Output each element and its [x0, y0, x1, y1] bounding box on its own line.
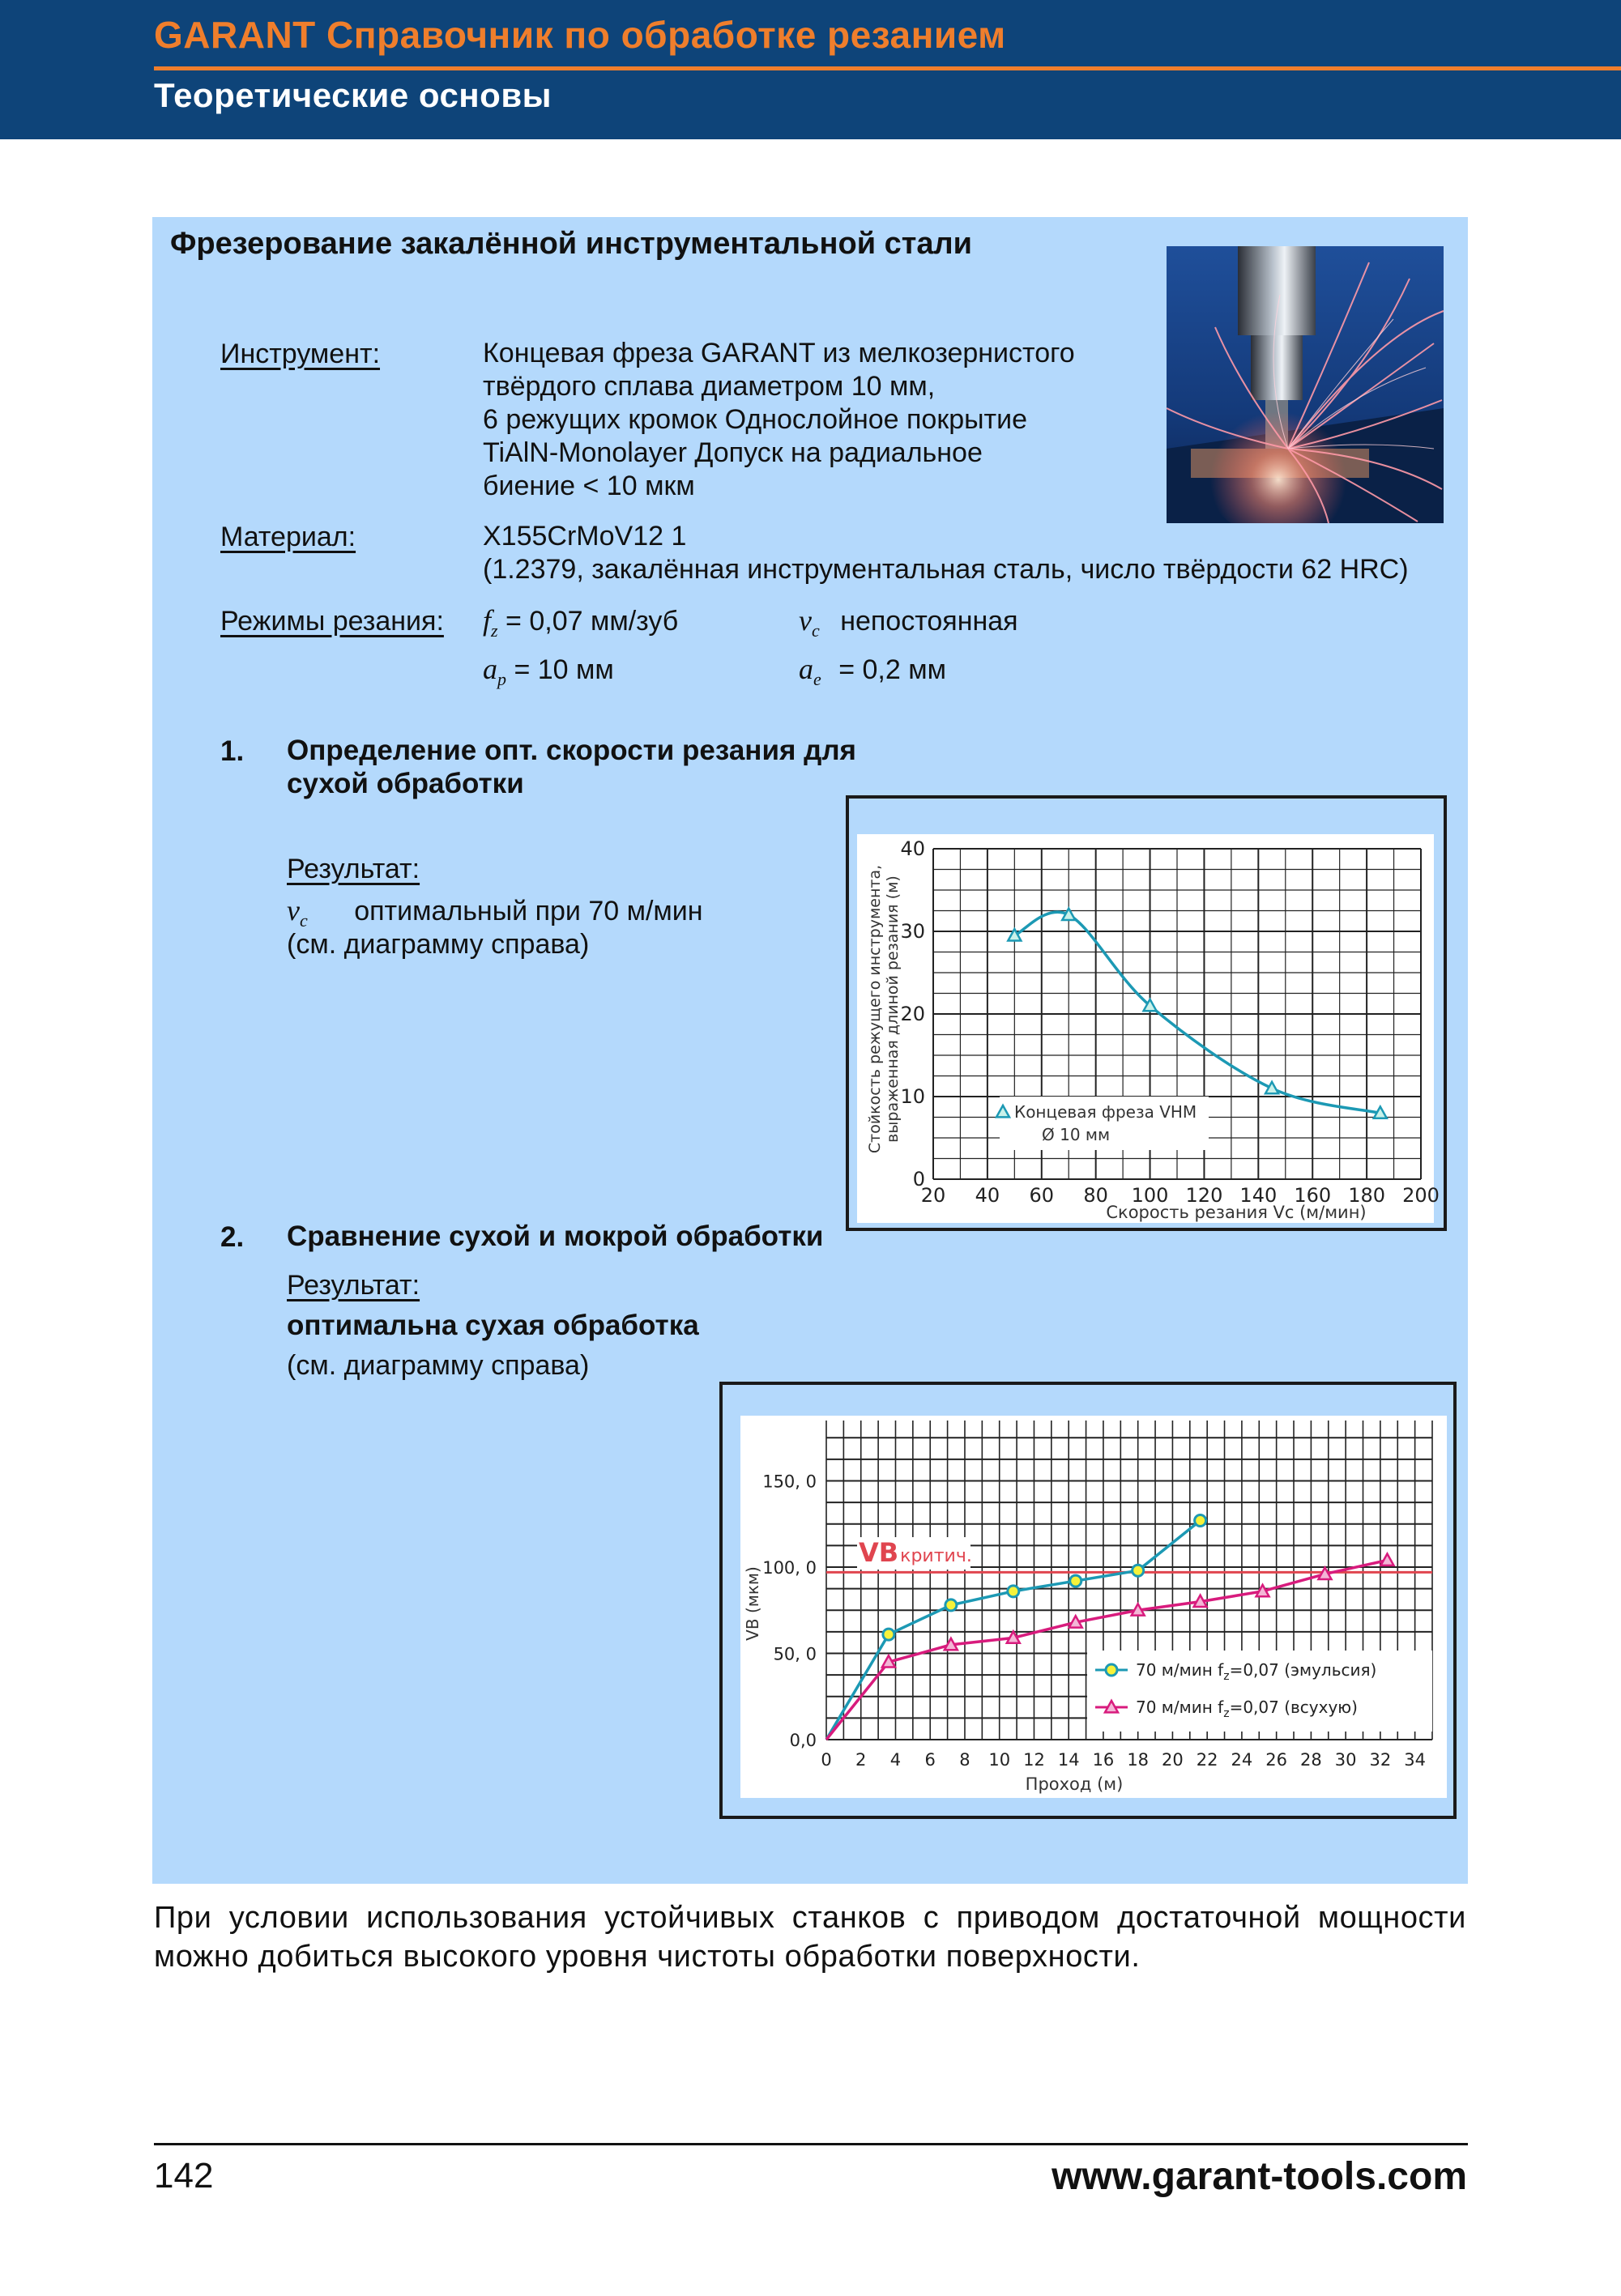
material-description	[483, 520, 1409, 586]
chart2-x-tick-label: 4	[889, 1750, 902, 1770]
vc-symbol: $v_c$	[799, 604, 820, 641]
section1-title	[287, 734, 856, 800]
legend-marker-emulsion	[1106, 1664, 1117, 1676]
tool-line: Концевая фреза GARANT из мелкозернистого	[483, 338, 1075, 368]
chart2-x-tick-label: 12	[1023, 1750, 1045, 1770]
chart2-x-tick-label: 14	[1057, 1750, 1080, 1770]
chart1-x-tick-label: 20	[920, 1184, 946, 1207]
ap-value: = 10 мм	[514, 654, 614, 685]
chart2-data-point	[1133, 1565, 1144, 1576]
chart2-y-tick-label: 50, 0	[773, 1644, 817, 1664]
mode-vc	[799, 604, 1018, 647]
chart2-x-tick-label: 26	[1265, 1750, 1288, 1770]
chart2-x-tick-label: 0	[821, 1750, 832, 1770]
section1-title-line: сухой обработки	[287, 768, 524, 799]
chart-wear-svg	[723, 1385, 1453, 1816]
section1-note: (см. диаграмму справа)	[287, 929, 590, 960]
section1-result-text: оптимальный при 70 м/мин	[354, 896, 703, 926]
chart1-x-tick-label: 100	[1131, 1184, 1169, 1207]
chart1-background	[857, 834, 1434, 1223]
material-line: X155CrMoV12 1	[483, 521, 687, 552]
ae-symbol: $a_e$	[799, 653, 821, 690]
section1-result-label: Результат:	[287, 854, 420, 884]
chart1-y-tick-label: 0	[912, 1168, 925, 1191]
chart2-x-tick-label: 30	[1334, 1750, 1357, 1770]
chart1-y-tick-label: 40	[900, 837, 925, 860]
content-panel	[152, 217, 1468, 1884]
chart1-y-label-line1: Стойкость режущего инструмента,	[866, 864, 884, 1154]
chart2-critical-label: VBкритич.	[859, 1537, 972, 1568]
section2-result-label: Результат:	[287, 1270, 420, 1301]
chart2-x-tick-label: 24	[1231, 1750, 1253, 1770]
chart2-y-tick-label: 150, 0	[762, 1472, 817, 1492]
chart2-background	[740, 1416, 1447, 1798]
chart-tool-life	[846, 795, 1447, 1231]
tool-description	[483, 337, 1075, 503]
milling-photo	[1167, 246, 1444, 523]
chart2-y-tick-label: 100, 0	[762, 1558, 817, 1578]
chart1-x-tick-label: 200	[1402, 1184, 1440, 1207]
chart-wear	[719, 1382, 1457, 1819]
header-divider	[154, 66, 1621, 70]
legend-label-emulsion: 70 м/мин $f_z=0,07$ (эмульсия)	[1136, 1660, 1377, 1683]
chart1-x-tick-label: 80	[1083, 1184, 1108, 1207]
tool-line: TiAlN-Monolayer Допуск на радиальное	[483, 437, 983, 468]
book-title: GARANT Справочник по обработке резанием	[154, 14, 1006, 56]
chart1-x-tick-label: 180	[1348, 1184, 1386, 1207]
section2-title: Сравнение сухой и мокрой обработки	[287, 1220, 824, 1252]
chart2-data-point	[945, 1600, 957, 1611]
section2-result-bold: оптимальна сухая обработка	[287, 1310, 699, 1341]
mode-ae	[799, 653, 946, 696]
vc-symbol: $v_c$	[287, 894, 308, 931]
cutting-modes-label: Режимы резания:	[220, 606, 444, 637]
tool-label: Инструмент:	[220, 339, 381, 369]
chart2-x-tick-label: 10	[988, 1750, 1011, 1770]
chart1-legend-label: Концевая фреза VHM	[1014, 1102, 1197, 1122]
chart1-x-tick-label: 40	[975, 1184, 1000, 1207]
section2-note: (см. диаграмму справа)	[287, 1350, 590, 1381]
section1-number: 1.	[220, 735, 245, 767]
mode-fz	[483, 604, 678, 647]
chart-tool-life-svg	[849, 799, 1444, 1228]
bottom-paragraph: При условии использования устойчивых станков с приводом достаточной мощности можно добиться высокого уровня чистоты обработки поверхности.	[154, 1901, 1466, 1974]
tool-line: твёрдого сплава диаметром 10 мм,	[483, 371, 936, 402]
chart2-x-tick-label: 8	[959, 1750, 970, 1770]
section2-number: 2.	[220, 1221, 245, 1253]
panel-title: Фрезерование закалённой инструментальной стали	[170, 227, 973, 261]
chart2-x-tick-label: 28	[1300, 1750, 1322, 1770]
legend-label-dry: 70 м/мин $f_z=0,07$ (всухую)	[1136, 1698, 1358, 1720]
chart1-y-tick-label: 20	[900, 1003, 925, 1025]
footer-divider	[154, 2143, 1468, 2145]
chart2-x-tick-label: 2	[855, 1750, 867, 1770]
chart2-x-tick-label: 20	[1162, 1750, 1184, 1770]
material-line: (1.2379, закалённая инструментальная сталь, число твёрдости 62 HRC)	[483, 554, 1409, 585]
chart2-x-tick-label: 6	[924, 1750, 936, 1770]
page-number: 142	[154, 2156, 214, 2196]
chart1-legend-label-2: Ø 10 мм	[1042, 1125, 1111, 1144]
chart1-y-tick-label: 30	[900, 920, 925, 943]
chapter-title: Теоретические основы	[154, 76, 552, 114]
chart1-x-tick-label: 60	[1029, 1184, 1055, 1207]
page-header	[0, 0, 1621, 139]
milling-sparks-image	[1167, 246, 1444, 523]
ae-value: = 0,2 мм	[838, 654, 946, 685]
chart2-data-point	[883, 1629, 894, 1640]
chart2-data-point	[1008, 1586, 1019, 1597]
chart2-y-label: VB (мкм)	[743, 1566, 762, 1641]
mode-ap	[483, 653, 614, 696]
chart2-data-point	[1195, 1515, 1206, 1527]
vc-value: непостоянная	[840, 606, 1018, 637]
chart1-x-tick-label: 160	[1294, 1184, 1332, 1207]
chart2-x-tick-label: 32	[1369, 1750, 1392, 1770]
tool-line: биение < 10 мкм	[483, 471, 695, 501]
chart1-x-tick-label: 120	[1185, 1184, 1223, 1207]
chart2-x-tick-label: 16	[1092, 1750, 1115, 1770]
chart1-y-tick-label: 10	[900, 1085, 925, 1108]
chart2-y-tick-label: 0,0	[789, 1731, 817, 1750]
fz-symbol: $f_z$	[483, 604, 498, 641]
chart1-y-label-line2: выраженная длиной резания (м)	[884, 875, 902, 1143]
chart2-x-label: Проход (м)	[1025, 1774, 1124, 1794]
chart2-x-tick-label: 22	[1196, 1750, 1218, 1770]
material-label: Материал:	[220, 522, 356, 552]
chart1-x-tick-label: 140	[1239, 1184, 1278, 1207]
fz-value: = 0,07 мм/зуб	[505, 606, 679, 637]
chart2-data-point	[1070, 1575, 1081, 1587]
website-link[interactable]: www.garant-tools.com	[1052, 2155, 1467, 2198]
section1-title-line: Определение опт. скорости резания для	[287, 735, 856, 766]
ap-symbol: $a_p$	[483, 653, 506, 690]
chart2-x-tick-label: 18	[1127, 1750, 1150, 1770]
chart2-x-tick-label: 34	[1404, 1750, 1426, 1770]
tool-line: 6 режущих кромок Однослойное покрытие	[483, 404, 1028, 435]
chart1-x-label: Скорость резания Vc (м/мин)	[1106, 1203, 1367, 1222]
